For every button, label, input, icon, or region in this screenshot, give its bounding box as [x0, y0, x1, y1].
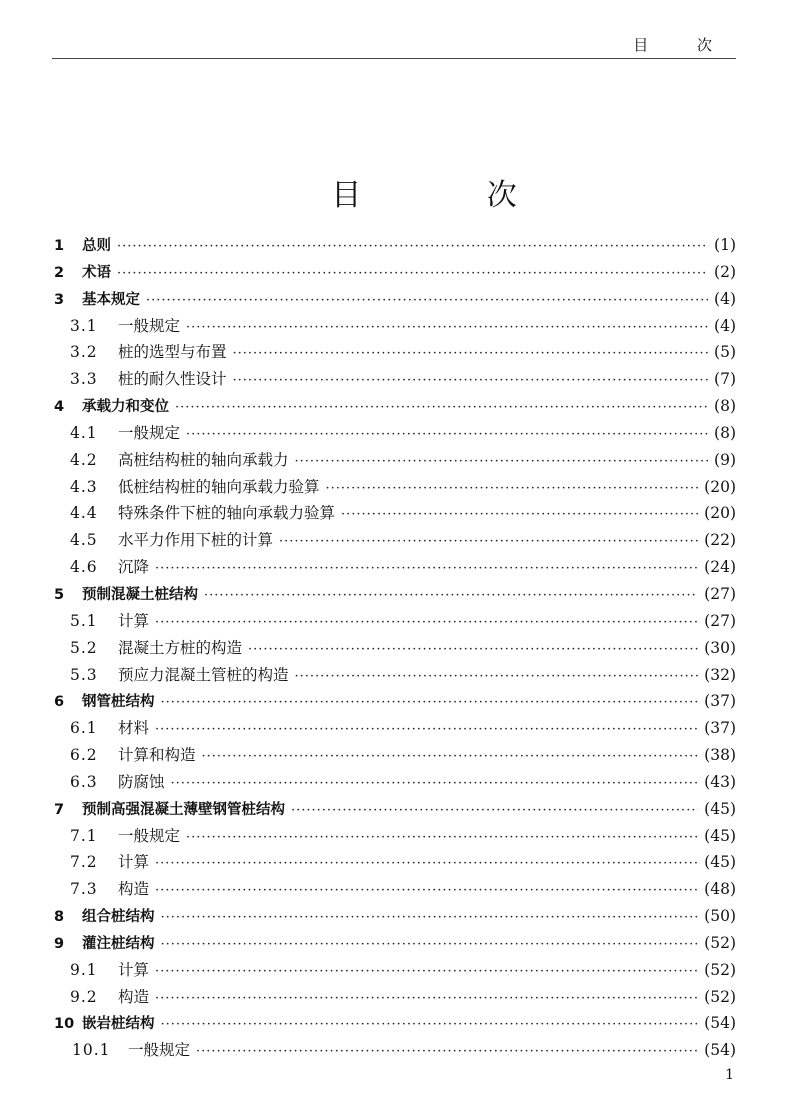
- toc-entry-title: 计算和构造: [118, 746, 196, 765]
- toc-entry-title: 桩的选型与布置: [118, 343, 227, 362]
- toc-entry-page: (27): [704, 584, 736, 603]
- toc-entry-title: 一般规定: [118, 316, 181, 335]
- toc-entry[interactable]: [52, 474, 736, 501]
- toc-entry[interactable]: [52, 688, 736, 715]
- toc-entry-number: 9.1: [70, 960, 98, 979]
- toc-entry-number: 5.1: [70, 611, 98, 630]
- toc-entry-title: 计算: [118, 853, 150, 872]
- toc-entry-page: (37): [704, 692, 736, 711]
- toc-entry-title: 一般规定: [118, 423, 181, 442]
- toc-entry[interactable]: [52, 715, 736, 742]
- toc-entry-page: (38): [704, 746, 736, 765]
- toc-entry[interactable]: [52, 554, 736, 581]
- toc-entry-title: 组合桩结构: [82, 909, 155, 926]
- toc-entry-title: 材料: [118, 719, 150, 738]
- dot-leader: [155, 959, 698, 986]
- toc-entry-number: 2: [54, 264, 65, 281]
- toc-entry[interactable]: [52, 957, 736, 984]
- toc-entry-title: 高桩结构桩的轴向承载力: [118, 450, 289, 469]
- toc-entry[interactable]: [52, 823, 736, 850]
- toc-entry-title: 水平力作用下桩的计算: [118, 531, 274, 550]
- dot-leader: [175, 395, 708, 422]
- toc-entry-page: (45): [704, 826, 736, 845]
- toc-entry-number: 6: [54, 694, 65, 711]
- toc-entry-number: 5.2: [70, 638, 98, 657]
- toc-entry-number: 3.2: [70, 343, 98, 362]
- toc-entry-number: 1: [54, 238, 65, 254]
- dot-leader: [161, 1012, 699, 1039]
- toc-entry-page: (9): [714, 450, 736, 469]
- toc-entry-title: 钢管桩结构: [82, 694, 155, 711]
- dot-leader: [202, 744, 699, 771]
- toc-entry-number: 10.1: [72, 1041, 111, 1060]
- dot-leader: [155, 878, 698, 905]
- toc-entry-title: 术语: [82, 264, 111, 281]
- toc-entry[interactable]: [52, 1010, 736, 1037]
- toc-entry-number: 9: [54, 935, 65, 952]
- dot-leader: [186, 315, 708, 342]
- toc-entry-number: 4.5: [70, 531, 98, 550]
- toc-entry-page: (5): [714, 343, 736, 362]
- toc-entry-page: (4): [714, 289, 736, 308]
- dot-leader: [146, 288, 708, 315]
- toc-entry-number: 4.2: [70, 450, 98, 469]
- toc-entry[interactable]: [52, 500, 736, 527]
- toc-entry-page: (30): [704, 638, 736, 657]
- toc-entry-page: (4): [714, 316, 736, 335]
- toc-entry[interactable]: [52, 1037, 736, 1064]
- toc-entry-page: (54): [704, 1014, 736, 1033]
- toc-entry-title: 计算: [118, 611, 150, 630]
- toc-entry-title: 总则: [82, 238, 111, 254]
- toc-entry-title: 特殊条件下桩的轴向承载力验算: [118, 504, 336, 523]
- dot-leader: [161, 690, 699, 717]
- toc-entry-title: 沉降: [118, 558, 150, 577]
- toc-entry-page: (7): [714, 370, 736, 389]
- toc-entry-title: 桩的耐久性设计: [118, 370, 227, 389]
- toc-entry-title: 一般规定: [128, 1041, 191, 1060]
- running-header: [52, 28, 736, 59]
- toc-entry-number: 4.3: [70, 477, 98, 496]
- toc-entry-number: 4.4: [70, 504, 98, 523]
- toc-entry[interactable]: [52, 984, 736, 1011]
- toc-entry-number: 6.3: [70, 772, 98, 791]
- toc-entry-number: 8: [54, 909, 65, 926]
- dot-leader: [155, 556, 698, 583]
- toc-entry-title: 预制高强混凝土薄壁钢管桩结构: [82, 801, 285, 818]
- toc-entry[interactable]: [52, 662, 736, 689]
- toc-entry[interactable]: [52, 796, 736, 823]
- dot-leader: [204, 583, 698, 610]
- dot-leader: [155, 717, 698, 744]
- toc-entry[interactable]: [52, 286, 736, 313]
- toc-entry-number: 5: [54, 586, 65, 603]
- dot-leader: [186, 422, 708, 449]
- toc-entry-page: (2): [714, 262, 736, 281]
- dot-leader: [117, 234, 708, 261]
- toc-entry-page: (24): [704, 558, 736, 577]
- toc-entry[interactable]: [52, 420, 736, 447]
- toc-entry[interactable]: [52, 769, 736, 796]
- toc-entry-page: (43): [704, 772, 736, 791]
- toc-entry[interactable]: [52, 876, 736, 903]
- toc-entry-page: (50): [704, 907, 736, 926]
- toc-entry-page: (45): [704, 799, 736, 818]
- toc-entry[interactable]: [52, 393, 736, 420]
- toc-entry-number: 7.3: [70, 880, 98, 899]
- toc-entry[interactable]: [52, 849, 736, 876]
- dot-leader: [233, 341, 709, 368]
- toc-entry-page: (32): [704, 665, 736, 684]
- dot-leader: [155, 610, 698, 637]
- toc-entry-number: 9.2: [70, 987, 98, 1006]
- toc-entry[interactable]: [52, 608, 736, 635]
- toc-entry-title: 低桩结构桩的轴向承载力验算: [118, 477, 320, 496]
- dot-leader: [295, 449, 709, 476]
- toc-entry[interactable]: [52, 259, 736, 286]
- toc-entry[interactable]: [52, 742, 736, 769]
- dot-leader: [161, 905, 699, 932]
- toc-entry-page: (52): [704, 987, 736, 1006]
- toc-entry-title: 一般规定: [118, 826, 181, 845]
- toc-entry-page: (52): [704, 933, 736, 952]
- toc-entry-title: 防腐蚀: [118, 772, 165, 791]
- dot-leader: [171, 771, 699, 798]
- toc-entry-number: 4.1: [70, 423, 98, 442]
- toc-entry-title: 计算: [118, 960, 150, 979]
- dot-leader: [155, 851, 698, 878]
- toc-entry-page: (8): [714, 397, 736, 416]
- toc-entry-page: (1): [714, 236, 736, 254]
- toc-entry[interactable]: [52, 527, 736, 554]
- dot-leader: [291, 798, 698, 825]
- toc-entry-page: (45): [704, 853, 736, 872]
- toc-entry-number: 6.1: [70, 719, 98, 738]
- running-header-title: 目 次: [633, 36, 734, 54]
- dot-leader: [161, 932, 699, 959]
- toc-entry-number: 3.3: [70, 370, 98, 389]
- dot-leader: [248, 637, 698, 664]
- toc-entry-number: 7: [54, 801, 65, 818]
- toc-entry[interactable]: [52, 339, 736, 366]
- toc-entry-page: (22): [704, 531, 736, 550]
- toc-entry[interactable]: [52, 635, 736, 662]
- toc-entry-page: (27): [704, 611, 736, 630]
- toc-entry-title: 构造: [118, 987, 150, 1006]
- toc-entry[interactable]: [52, 903, 736, 930]
- toc-entry-page: (37): [704, 719, 736, 738]
- toc-entry-number: 5.3: [70, 665, 98, 684]
- dot-leader: [155, 986, 698, 1013]
- table-of-contents: [52, 232, 736, 1064]
- dot-leader: [233, 368, 709, 395]
- toc-entry-title: 预制混凝土桩结构: [82, 586, 198, 603]
- toc-entry-title: 嵌岩桩结构: [82, 1016, 155, 1033]
- toc-entry[interactable]: [52, 313, 736, 340]
- toc-entry-number: 4.6: [70, 558, 98, 577]
- toc-entry[interactable]: [52, 581, 736, 608]
- toc-entry[interactable]: [52, 366, 736, 393]
- toc-entry[interactable]: [52, 447, 736, 474]
- toc-entry-title: 基本规定: [82, 291, 140, 308]
- toc-entry-number: 4: [54, 399, 65, 416]
- dot-leader: [326, 476, 699, 503]
- toc-entry-number: 3: [54, 291, 65, 308]
- toc-entry-number: 10: [54, 1016, 75, 1033]
- toc-entry-title: 灌注桩结构: [82, 935, 155, 952]
- dot-leader: [279, 529, 698, 556]
- toc-entry-page: (8): [714, 423, 736, 442]
- toc-entry-number: 7.1: [70, 826, 98, 845]
- toc-entry-page: (20): [704, 477, 736, 496]
- toc-entry-title: 预应力混凝土管桩的构造: [118, 665, 289, 684]
- page-number: 1: [725, 1067, 734, 1083]
- dot-leader: [196, 1039, 698, 1066]
- dot-leader: [341, 502, 698, 529]
- toc-entry-page: (54): [704, 1041, 736, 1060]
- dot-leader: [186, 825, 698, 852]
- toc-entry-page: (20): [704, 504, 736, 523]
- toc-entry[interactable]: [52, 232, 736, 259]
- toc-entry-number: 3.1: [70, 316, 98, 335]
- dot-leader: [295, 664, 699, 691]
- toc-entry-title: 构造: [118, 880, 150, 899]
- toc-entry-number: 7.2: [70, 853, 98, 872]
- page-title: 目 次: [331, 178, 575, 213]
- toc-entry-page: (48): [704, 880, 736, 899]
- toc-entry-title: 承载力和变位: [82, 399, 169, 416]
- toc-entry-page: (52): [704, 960, 736, 979]
- toc-entry[interactable]: [52, 930, 736, 957]
- dot-leader: [117, 261, 708, 288]
- toc-entry-title: 混凝土方桩的构造: [118, 638, 243, 657]
- toc-entry-number: 6.2: [70, 746, 98, 765]
